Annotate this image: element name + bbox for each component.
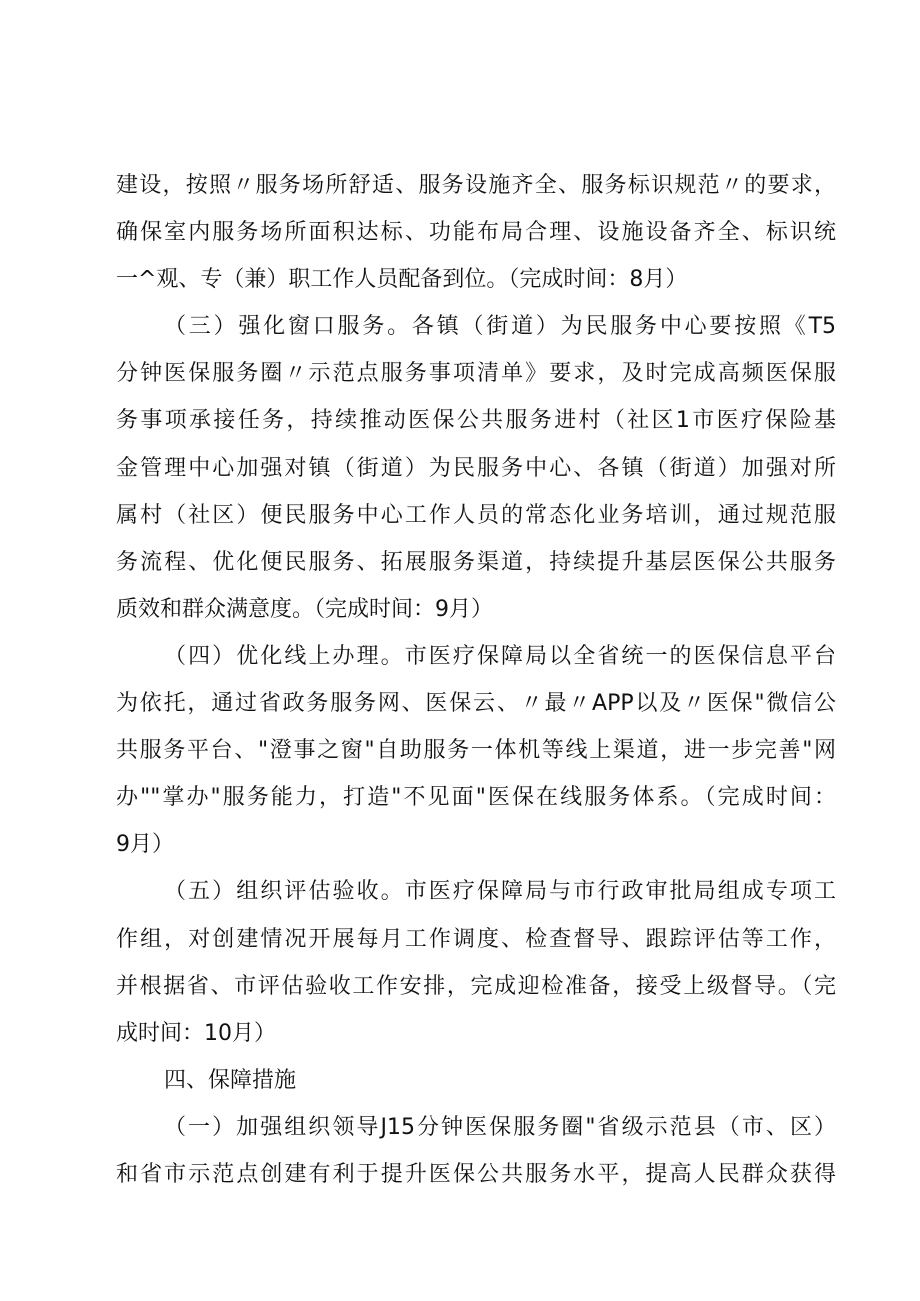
text-line: 金管理中心加强对镇（街道）为民服务中心、各镇（街道）加强对所 bbox=[116, 455, 836, 481]
text-line: 务流程、优化便民服务、拓展服务渠道，持续提升基层医保公共服务 bbox=[116, 549, 836, 575]
text-line: 和省市示范点创建有利于提升医保公共服务水平，提高人民群众获得 bbox=[116, 1161, 836, 1187]
text-line: 并根据省、市评估验收工作安排，完成迎检准备，接受上级督导。（完 bbox=[116, 973, 836, 999]
document-body bbox=[116, 162, 836, 1198]
text-line: 建设，按照〃服务场所舒适、服务设施齐全、服务标识规范〃的要求， bbox=[116, 173, 836, 198]
section-five-heading-line: （五）组织评估验收。市医疗保障局与市行政审批局组成专项工 bbox=[164, 879, 836, 905]
text-line: 属村（社区）便民服务中心工作人员的常态化业务培训，通过规范服 bbox=[116, 502, 836, 528]
section-heading-safeguards: 四、保障措施 bbox=[164, 1067, 297, 1093]
text-line: 分钟医保服务圈〃示范点服务事项清单》要求，及时完成高频医保服 bbox=[116, 361, 836, 387]
section-three-heading-line: （三）强化窗口服务。各镇（街道）为民服务中心要按照《T5 bbox=[164, 314, 836, 340]
text-line: 为依托，通过省政务服务网、医保云、〃最〃APP以及〃医保"微信公 bbox=[116, 691, 836, 717]
text-line: 一^观、专（兼）职工作人员配备到位。（完成时间：8月） bbox=[116, 267, 688, 293]
text-line: 成时间：10月） bbox=[116, 1020, 276, 1046]
text-line: 作组，对创建情况开展每月工作调度、检查督导、跟踪评估等工作， bbox=[116, 926, 836, 952]
text-line: 质效和群众满意度。（完成时间：9月） bbox=[116, 596, 493, 622]
text-line: 共服务平台、"澄事之窗"自助服务一体机等线上渠道，进一步完善"网 bbox=[116, 738, 836, 764]
text-line: 9月） bbox=[116, 832, 174, 858]
text-line: 务事项承接任务，持续推动医保公共服务进村（社区1市医疗保险基 bbox=[116, 408, 836, 434]
section-four-heading-line: （四）优化线上办理。市医疗保障局以全省统一的医保信息平台 bbox=[164, 643, 836, 669]
subsection-one-heading-line: （一）加强组织领导J15分钟医保服务圈"省级示范县（市、区） bbox=[164, 1114, 836, 1140]
text-line: 办""掌办"服务能力，打造"不见面"医保在线服务体系。（完成时间： bbox=[116, 785, 836, 811]
text-line: 确保室内服务场所面积达标、功能布局合理、设施设备齐全、标识统 bbox=[116, 220, 836, 246]
